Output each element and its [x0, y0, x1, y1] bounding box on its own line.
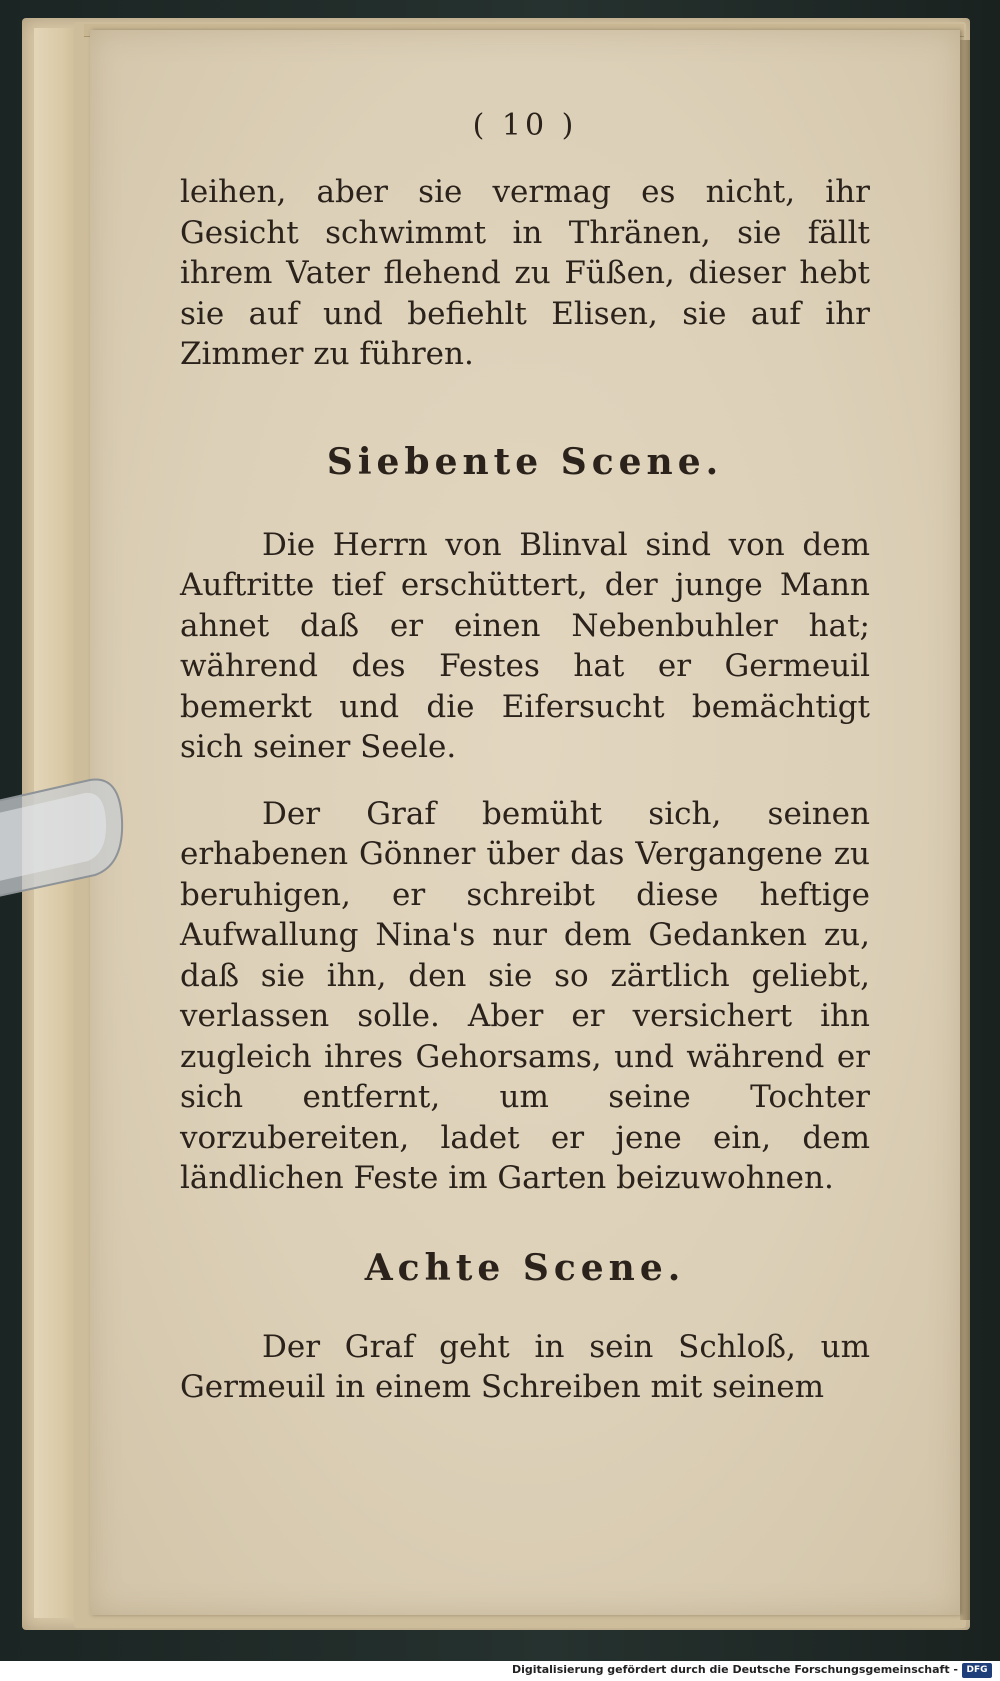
paragraph-scene7-1: Die Herrn von Blinval sind von dem Auftritte tief erschüttert, der junge Mann ahnet daß er einen Nebenbuhler hat; während des Festes hat er Germeuil bemerkt und die Eifersucht bemächtigt sich seiner Seele.	[180, 526, 870, 765]
funding-credit: Digitalisierung gefördert durch die Deutsche Forschungsgemeinschaft -	[511, 1663, 958, 1676]
book-clamp-icon	[0, 775, 140, 905]
scene-heading-siebente: Siebente Scene.	[326, 440, 724, 483]
dfg-logo: DFG	[962, 1663, 992, 1678]
paragraph-scene8-1: Der Graf geht in sein Schloß, um Germeuil in einem Schreiben mit seinem	[180, 1328, 870, 1405]
paragraph-scene7-2: Der Graf bemüht sich, seinen erhabenen Gönner über das Vergangene zu beruhigen, er schreibt diese heftige Aufwallung Nina's nur dem Gedanken zu, daß sie ihn, den sie so zärtlich geliebt, verlassen solle. Aber er versichert ihn zugleich ihres Gehorsams, und während er sich entfernt, um seine Tochter vorzubereiten, ladet er jene ein, dem ländlichen Feste im Garten beizuwohnen.	[180, 795, 870, 1196]
page-edge-right	[960, 40, 970, 1620]
page-number: ( 10 )	[472, 108, 578, 143]
scene-heading-achte: Achte Scene.	[364, 1246, 686, 1289]
paragraph-intro: leihen, aber sie vermag es nicht, ihr Gesicht schwimmt in Thränen, sie fällt ihrem Vater flehend zu Füßen, dieser hebt sie auf und befiehlt Elisen, sie auf ihr Zimmer zu führen.	[180, 174, 870, 372]
page-text	[180, 108, 870, 1408]
